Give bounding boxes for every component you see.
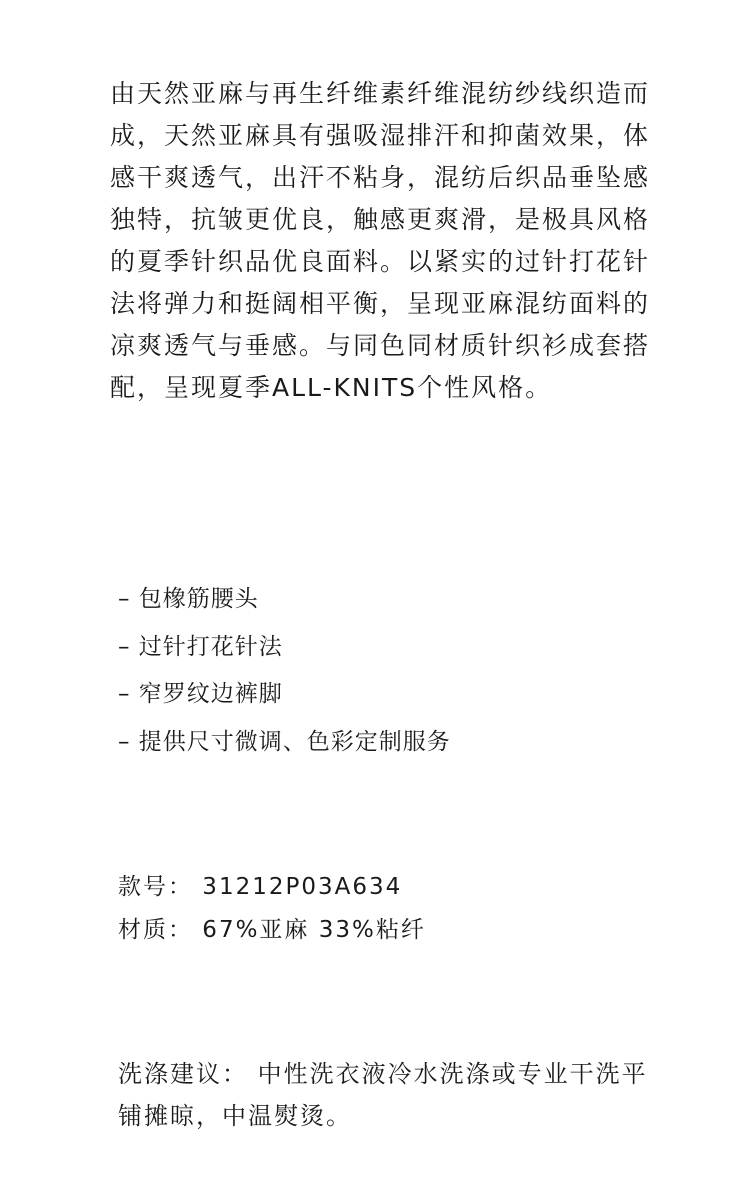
feature-item: – 提供尺寸微调、色彩定制服务 xyxy=(118,728,451,755)
style-number: 款号： 31212P03A634 xyxy=(118,874,403,900)
feature-item: – 包橡筋腰头 xyxy=(118,586,259,612)
product-description: 由天然亚麻与再生纤维素纤维混纺纱线织造而成，天然亚麻具有强吸湿排汗和抑菌效果，体感干爽透气，出汗不粘身，混纺后织品垂坠感独特，抗皱更优良，触感更爽滑，是极具风格的夏季针织品优良面料。以紧实的过针打花针法将弹力和挺阔相平衡，呈现亚麻混纺面料的凉爽透气与垂感。与同色同材质针织衫成套搭配，呈现夏季ALL-KNITS个性风格。 xyxy=(110,79,651,402)
material-composition: 材质： 67%亚麻 33%粘纤 xyxy=(118,917,426,943)
feature-list xyxy=(118,576,451,766)
product-specs xyxy=(118,866,426,952)
feature-item: – 窄罗纹边裤脚 xyxy=(118,681,283,707)
feature-item: – 过针打花针法 xyxy=(118,633,283,660)
care-instructions: 洗涤建议： 中性洗衣液冷水洗涤或专业干洗平铺摊晾，中温熨烫。 xyxy=(118,1060,648,1130)
